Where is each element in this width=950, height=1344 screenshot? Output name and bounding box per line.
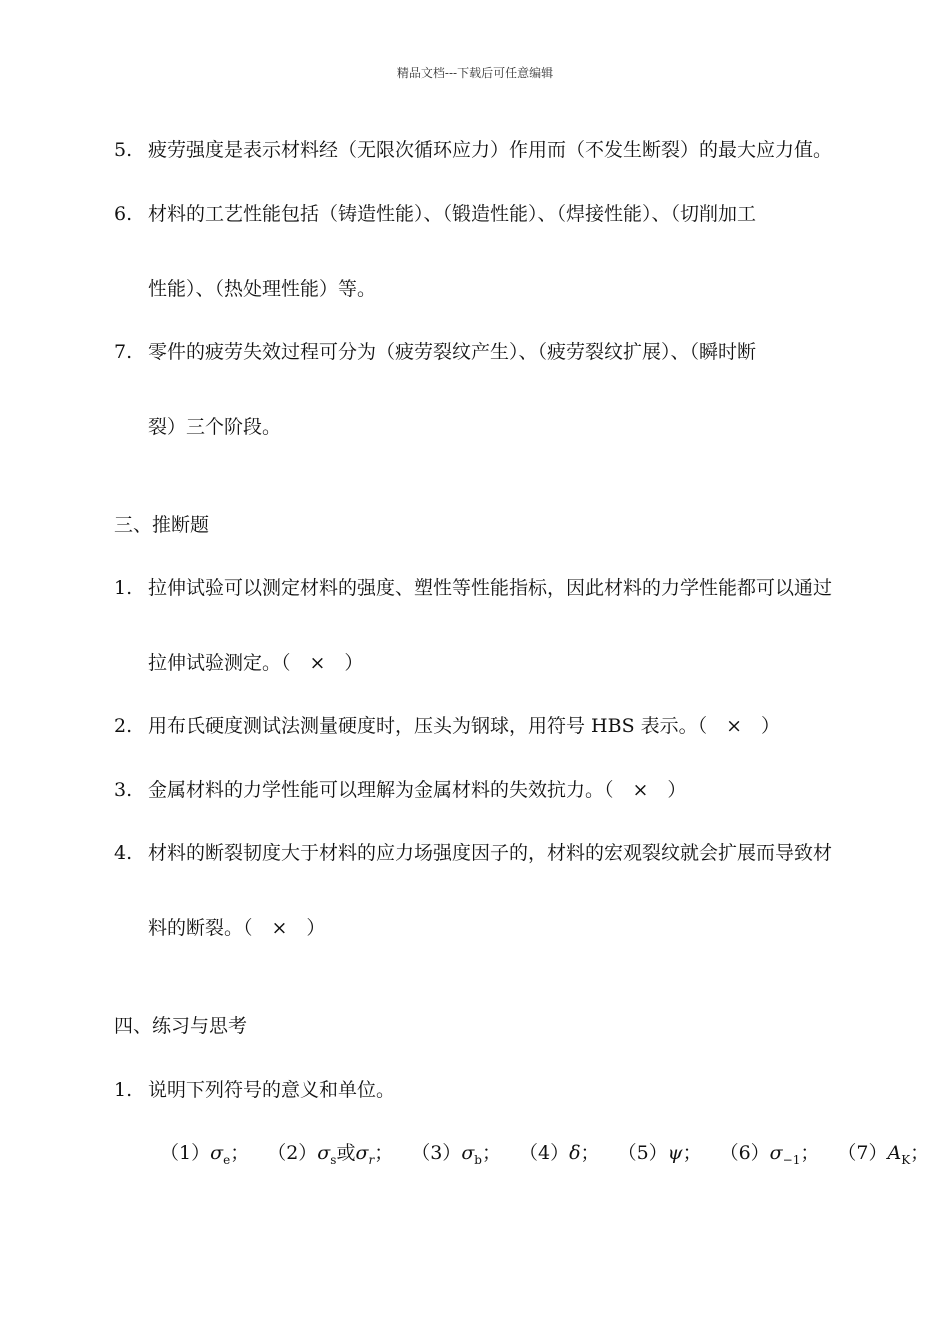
item-number: 3. <box>114 779 133 801</box>
item-number: 5. <box>114 139 133 161</box>
symbol-item: $(1)\sigma_e$； <box>160 1142 250 1167</box>
section-title: 四、练习与思考 <box>114 1015 248 1037</box>
item-text: 用布氏硬度测试法测量硬度时，压头为钢球，用符号 HBS 表示。（ × ） <box>148 715 781 737</box>
item-text-continuation: 拉伸试验测定。（ × ） <box>148 652 364 674</box>
symbol-item: $(2)\sigma_s$或$\sigma_r$； <box>267 1142 394 1167</box>
symbol-item: $(3)\sigma_b$； <box>411 1142 501 1167</box>
item-number: 1. <box>114 577 133 599</box>
symbol-item: $(7)A_K$； <box>837 1142 930 1167</box>
item-text: 疲劳强度是表示材料经（无限次循环应力）作用而（不发生断裂）的最大应力值。 <box>148 139 833 161</box>
item-number: 6. <box>114 203 133 225</box>
page-header: 精品文档---下载后可任意编辑 <box>396 66 554 80</box>
item-text: 拉伸试验可以测定材料的强度、塑性等性能指标，因此材料的力学性能都可以通过 <box>148 577 833 599</box>
item-text: 零件的疲劳失效过程可分为（疲劳裂纹产生）、（疲劳裂纹扩展）、（瞬时断 <box>148 341 757 363</box>
item-text-continuation: 料的断裂。（ × ） <box>148 917 326 939</box>
section-title: 三、推断题 <box>114 514 210 536</box>
symbol-list <box>160 1141 929 1172</box>
item-text: 材料的断裂韧度大于材料的应力场强度因子的，材料的宏观裂纹就会扩展而导致材 <box>148 842 833 864</box>
item-text: 说明下列符号的意义和单位。 <box>148 1079 396 1101</box>
item-text-continuation: 性能）、（热处理性能）等。 <box>148 278 377 300</box>
item-text-continuation: 裂）三个阶段。 <box>148 416 282 438</box>
item-number: 7. <box>114 341 133 363</box>
item-text: 材料的工艺性能包括（铸造性能）、（锻造性能）、（焊接性能）、（切削加工 <box>148 203 757 225</box>
symbol-item: （4）δ； <box>519 1142 600 1164</box>
symbol-item: （5）ψ； <box>617 1142 702 1164</box>
item-number: 4. <box>114 842 133 864</box>
item-number: 1. <box>114 1079 133 1101</box>
item-number: 2. <box>114 715 133 737</box>
item-text: 金属材料的力学性能可以理解为金属材料的失效抗力。（ × ） <box>148 779 687 801</box>
symbol-item: $(6)\sigma_{-1}$； <box>719 1142 820 1167</box>
